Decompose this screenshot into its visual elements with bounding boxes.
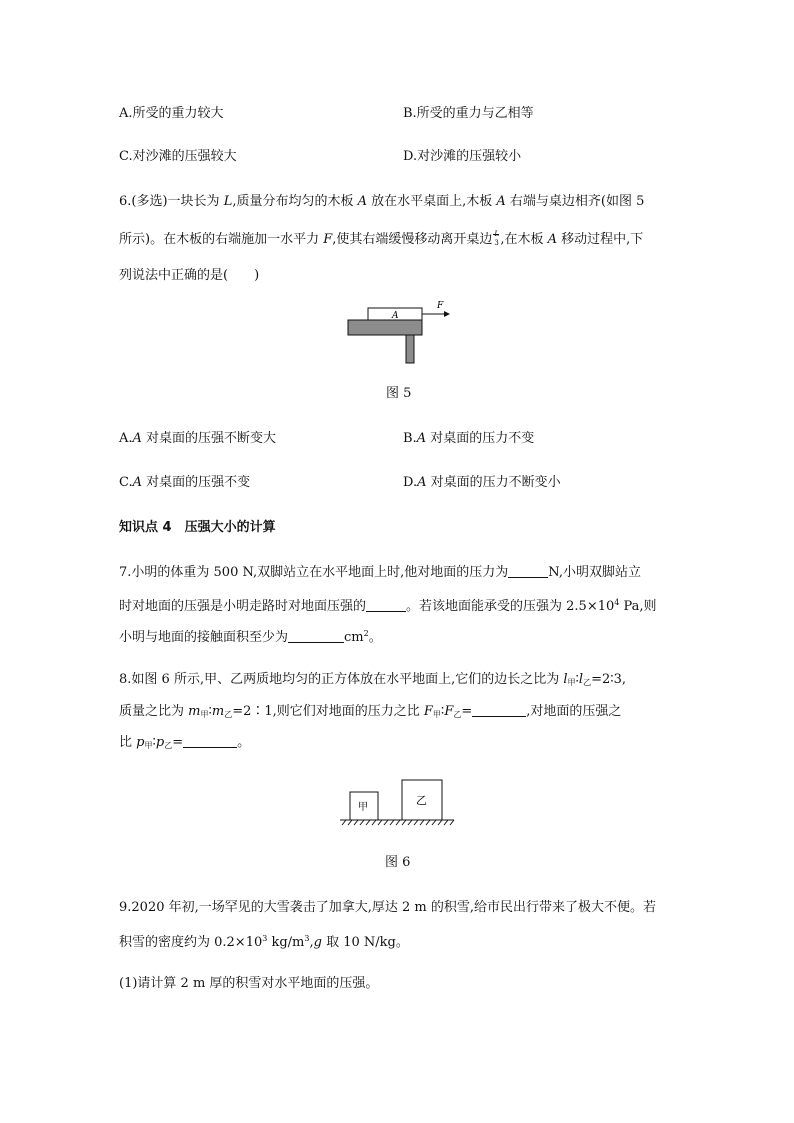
- q7-line3: 小明与地面的接触面积至少为 $cm^2$。: [119, 629, 382, 645]
- fraction-l-over-3: L 3: [494, 230, 500, 247]
- q5-option-d: D.对沙滩的压强较小: [403, 149, 522, 164]
- q6-stem-line3: 列说法中正确的是( ): [119, 268, 260, 283]
- q6-option-c: C.A 对桌面的压强不变: [119, 475, 251, 490]
- figure-6-diagram: [338, 776, 458, 828]
- q5-option-c: C.对沙滩的压强较大: [119, 149, 237, 164]
- q8-line3: 比 $p_甲∶p_乙=$ 。: [119, 735, 251, 750]
- board-label-a: A: [392, 311, 399, 321]
- q7-line2: 时对地面的压强是小明走路时对地面压强的 。若该地面能承受的压强为 $2.5\times 10^4$ Pa,则: [119, 598, 657, 614]
- figure-6-caption: 图 6: [385, 855, 411, 870]
- q9-subquestion-1: (1)请计算 2 m 厚的积雪对水平地面的压强。: [119, 976, 379, 991]
- table-leg: [406, 335, 414, 363]
- q8-blank-2[interactable]: [183, 734, 237, 748]
- q6-stem-line2: 所示)。在木板的右端施加一水平力 F,使其右端缓慢移动离开桌边 L 3 ,在木板 A 移动过程中,下: [119, 230, 644, 247]
- ground-hatching: [342, 820, 454, 825]
- q8-line2: 质量之比为 $m_甲∶m_乙=2∶1$,则它们对地面的压力之比 $F_甲∶F_乙=$ ,对地面的压强之: [119, 704, 622, 719]
- q6-option-d: D.A 对桌面的压力不断变小: [403, 475, 561, 490]
- q6-stem-line1: 6.(多选)一块长为 L,质量分布均匀的木板 A 放在水平桌面上,木板 A 右端与桌边相齐(如图 5: [119, 194, 645, 209]
- q7-line1: 7.小明的体重为 500 N,双脚站立在水平地面上时,他对地面的压力为 N,小明双脚站立: [119, 565, 641, 580]
- q9-line2: 积雪的密度约为 $0.2\times 10^3$ $kg/m^3,g$ 取 10 N/kg。: [119, 934, 409, 950]
- q5-option-b: B.所受的重力与乙相等: [403, 106, 534, 121]
- q8-line1: 8.如图 6 所示,甲、乙两质地均匀的正方体放在水平地面上,它们的边长之比为 $l_甲∶l_乙=2∶3$,: [119, 672, 627, 687]
- cube-yi-label: 乙: [416, 794, 427, 807]
- cube-jia-label: 甲: [358, 802, 368, 813]
- figure-5-diagram: [340, 298, 460, 368]
- q7-blank-3[interactable]: [288, 629, 344, 643]
- q9-line1: 9.2020 年初,一场罕见的大雪袭击了加拿大,厚达 2 m 的积雪,给市民出行带来了极大不便。若: [119, 900, 657, 915]
- figure-5-caption: 图 5: [386, 386, 412, 401]
- q7-blank-1[interactable]: [508, 564, 548, 578]
- q5-option-a: A.所受的重力较大: [119, 106, 224, 121]
- q7-blank-2[interactable]: [366, 598, 406, 612]
- q6-option-b: B.A 对桌面的压力不变: [403, 431, 535, 446]
- section-heading: 知识点 4 压强大小的计算: [119, 520, 276, 535]
- force-label-f: F: [437, 301, 444, 311]
- table-top: [348, 320, 422, 335]
- q8-blank-1[interactable]: [472, 703, 526, 717]
- q6-option-a: A.A 对桌面的压强不断变大: [119, 431, 277, 446]
